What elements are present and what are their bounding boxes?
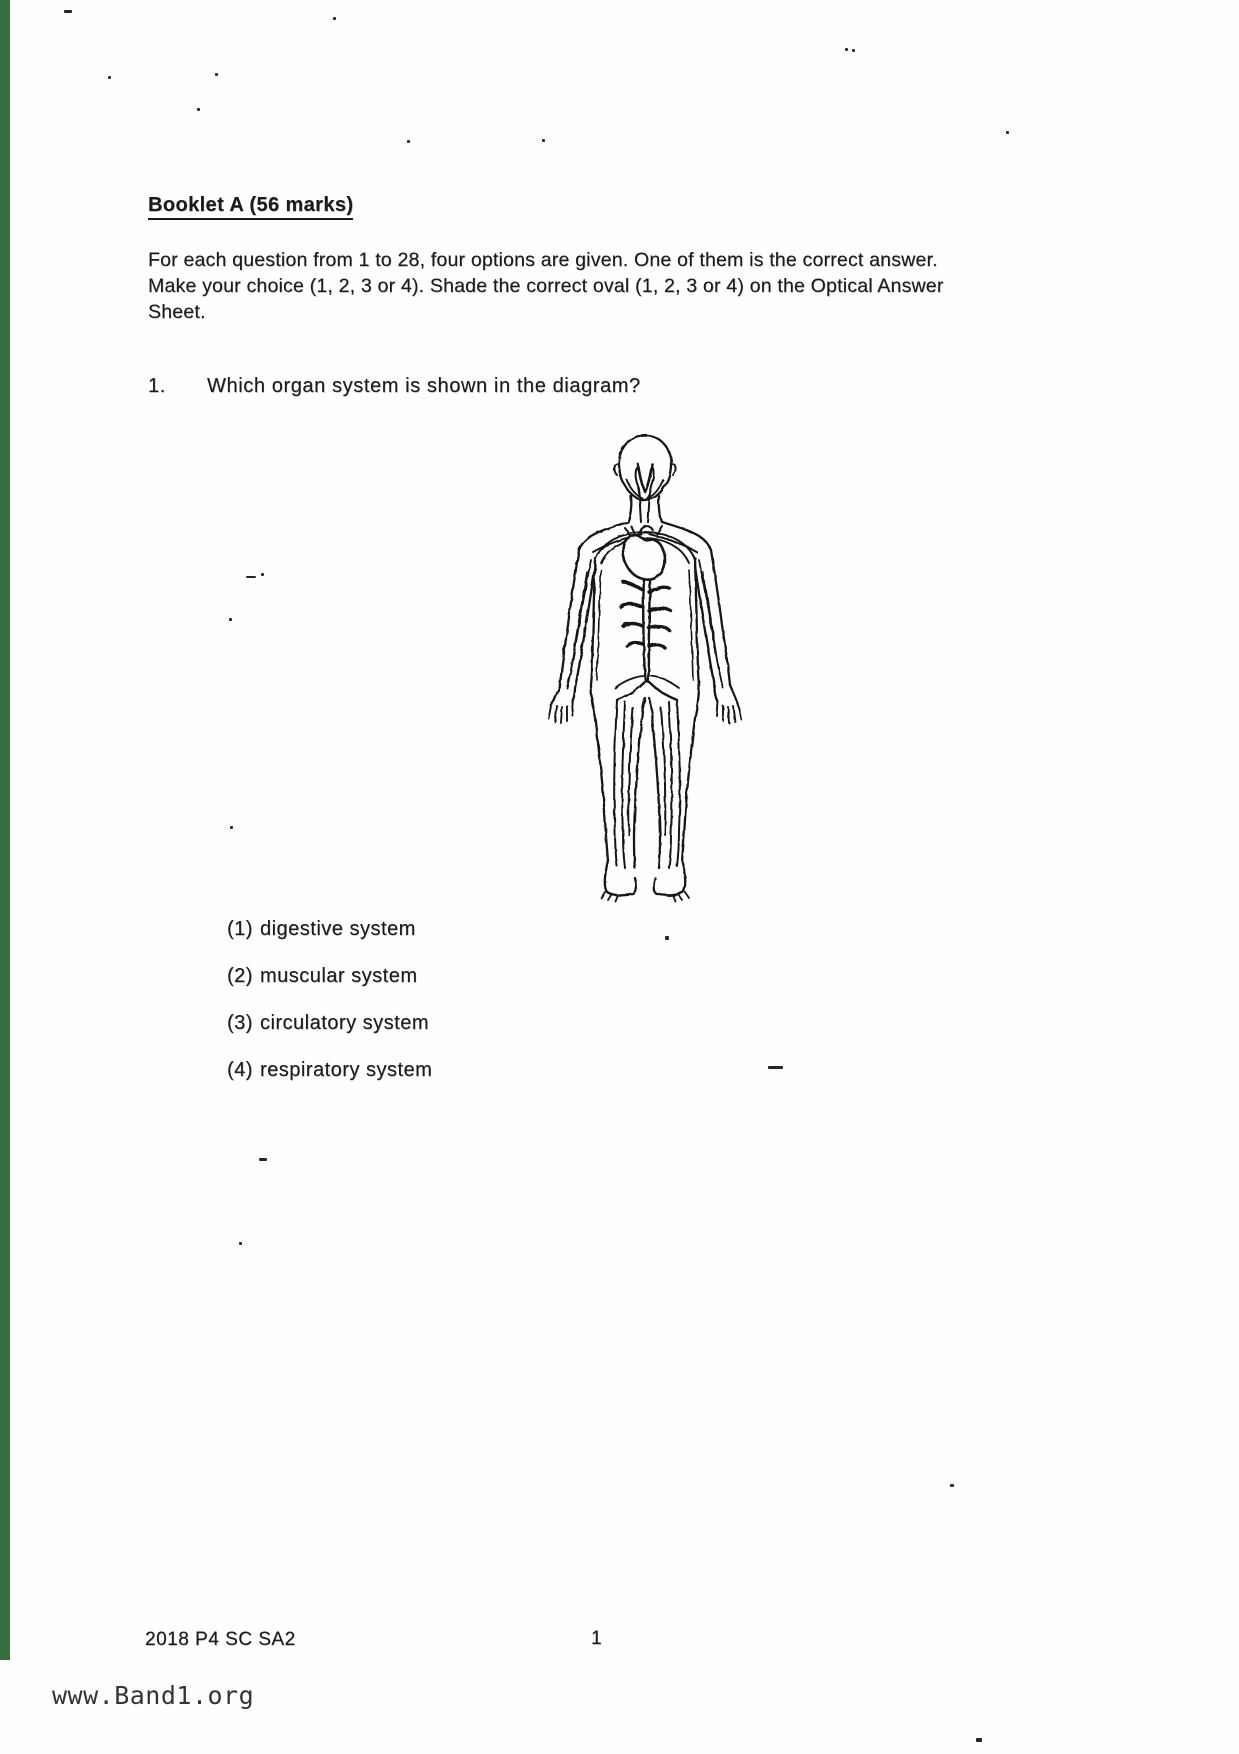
option-2 xyxy=(227,965,432,1012)
human-body-figure xyxy=(545,430,757,910)
scan-speck xyxy=(108,76,111,79)
question-number: 1. xyxy=(148,375,166,397)
scan-speck xyxy=(246,576,256,578)
instructions-line-1: For each question from 1 to 28, four options are given. One of them is the correct answer. xyxy=(148,249,938,271)
answer-options xyxy=(227,918,432,1106)
question-text: Which organ system is shown in the diagram? xyxy=(207,375,641,397)
scan-speck xyxy=(215,73,218,76)
option-3-text: circulatory system xyxy=(259,1012,429,1034)
scan-speck xyxy=(230,826,233,829)
circulatory-system-diagram xyxy=(545,430,757,910)
scan-speck xyxy=(845,48,848,51)
scan-speck xyxy=(261,573,264,576)
footer-page-number: 1 xyxy=(591,1628,602,1649)
option-1-label: (1) xyxy=(227,918,253,940)
scan-speck xyxy=(197,108,200,111)
scan-speck xyxy=(64,10,72,13)
instructions-line-3: Sheet. xyxy=(148,301,206,323)
option-3 xyxy=(227,1012,432,1059)
scan-speck xyxy=(239,1242,242,1245)
question-1 xyxy=(148,375,641,398)
option-4-label: (4) xyxy=(227,1059,253,1081)
option-4 xyxy=(227,1059,432,1106)
scan-speck xyxy=(333,17,336,20)
option-4-text: respiratory system xyxy=(259,1059,433,1081)
instructions-line-2: Make your choice (1, 2, 3 or 4). Shade the correct oval (1, 2, 3 or 4) on the Optical Answer xyxy=(148,275,944,297)
option-2-label: (2) xyxy=(227,965,253,987)
scan-speck xyxy=(1006,131,1009,134)
booklet-title: Booklet A (56 marks) xyxy=(148,194,353,220)
watermark-url: www.Band1.org xyxy=(52,1681,255,1710)
option-2-text: muscular system xyxy=(259,965,418,987)
scan-speck xyxy=(852,49,855,52)
scan-speck xyxy=(976,1738,982,1742)
scan-speck xyxy=(768,1066,783,1069)
scan-speck xyxy=(950,1484,954,1487)
scan-speck xyxy=(259,1158,267,1161)
scan-speck xyxy=(542,139,545,142)
option-3-label: (3) xyxy=(227,1012,253,1034)
option-1-text: digestive system xyxy=(259,918,416,940)
instructions-paragraph xyxy=(148,247,944,325)
scanner-edge-artifact xyxy=(0,0,10,1660)
scan-speck xyxy=(665,936,669,940)
option-1 xyxy=(227,918,432,965)
scan-speck xyxy=(229,618,232,621)
footer-exam-code: 2018 P4 SC SA2 xyxy=(145,1629,296,1650)
scan-speck xyxy=(407,140,410,143)
